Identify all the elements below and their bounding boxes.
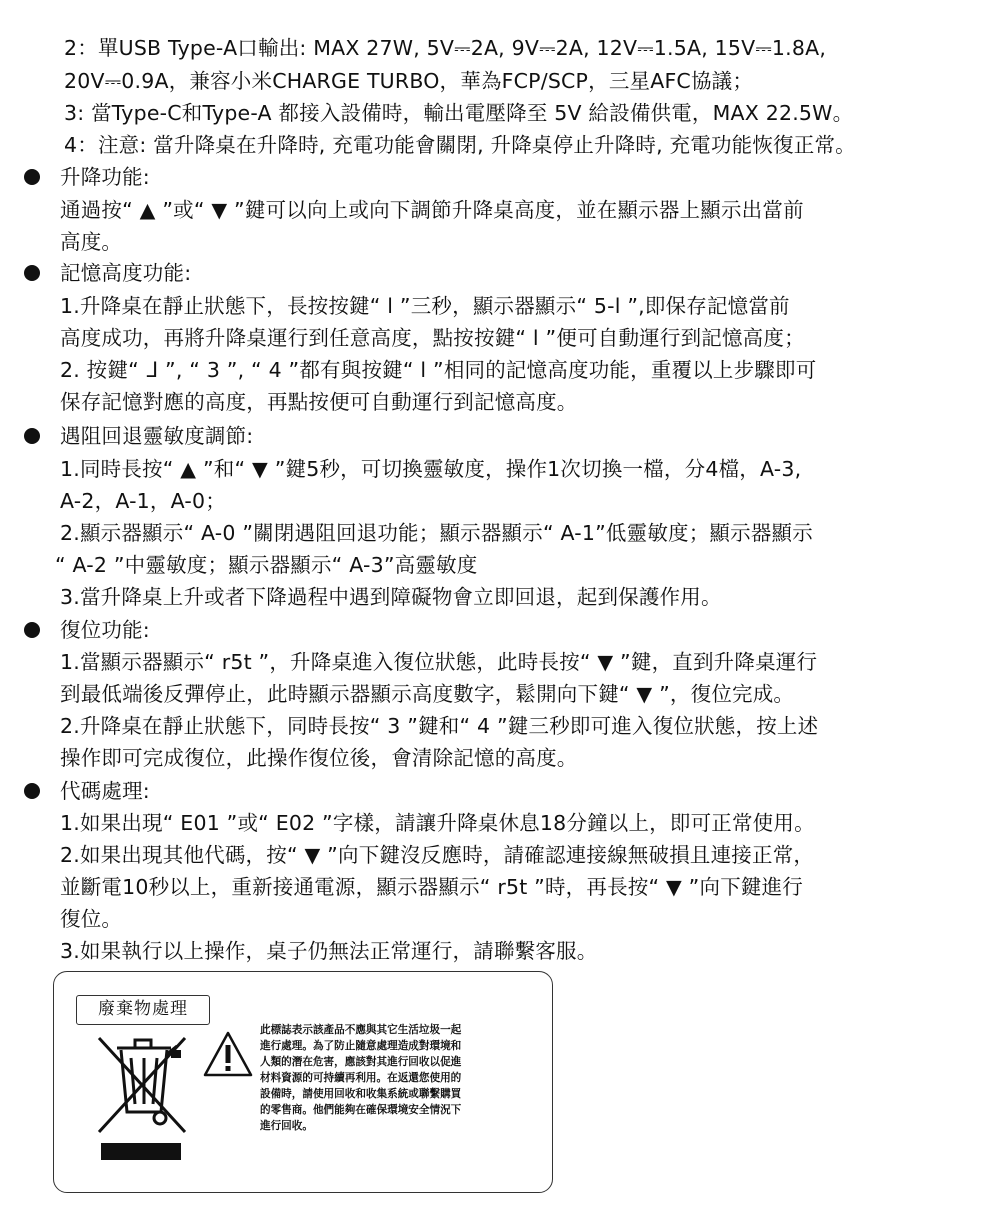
codes-text-4: 復位。 <box>60 907 123 931</box>
sensitivity-text-4: “ A-2 ”中靈敏度；顯示器顯示“ A-3”高靈敏度 <box>55 553 478 577</box>
disposal-text-line: 人類的潛在危害，應該對其進行回收以促進 <box>260 1056 462 1068</box>
memory-text-2: 高度成功，再將升降桌運行到任意高度，點按按鍵“ ⅼ ”便可自動運行到記憶高度； <box>60 326 805 350</box>
codes-text-2: 2.如果出現其他代碼，按“ ▼ ”向下鍵沒反應時，請確認連接線無破損且連接正常， <box>60 843 815 867</box>
sensitivity-text-2: A-2，A-1，A-0； <box>60 489 226 513</box>
sensitivity-text-1: 1.同時長按“ ▲ ”和“ ▼ ”鍵5秒，可切換靈敏度，操作1次切換一檔，分4檔，A-3, <box>60 457 802 481</box>
disposal-text-line: 材料資源的可持續再利用。在返還您使用的 <box>260 1072 462 1084</box>
codes-text-1: 1.如果出現“ E01 ”或“ E02 ”字樣，請讓升降桌休息18分鐘以上，即可正常使用。 <box>60 811 815 835</box>
section-heading-reset: 復位功能: <box>60 618 150 642</box>
disposal-text-line: 的零售商。他們能夠在確保環境安全情況下 <box>260 1104 462 1116</box>
disposal-text-line: 進行回收。 <box>260 1120 313 1132</box>
disposal-title: 廢棄物處理 <box>76 995 210 1025</box>
reset-text-4: 操作即可完成復位，此操作復位後，會清除記憶的高度。 <box>60 746 578 770</box>
lift-text: 通過按“ ▲ ”或“ ▼ ”鍵可以向上或向下調節升降桌高度，並在顯示器上顯示出當前 <box>60 198 804 222</box>
lift-text-cont: 高度。 <box>60 230 123 254</box>
memory-text-3: 2. 按鍵“ ᒧ ”, “ 3 ”, “ 4 ”都有與按鍵“ ⅼ ”相同的記憶高度功能，重覆以上步驟即可 <box>60 358 817 382</box>
codes-text-5: 3.如果執行以上操作，桌子仍無法正常運行，請聯繫客服。 <box>60 939 598 963</box>
usb-a-output-line: 2：單USB Type-A口輸出: MAX 27W, 5V⎓2A, 9V⎓2A, 12V⎓1.5A, 15V⎓1.8A, <box>64 36 827 60</box>
bullet-icon <box>24 169 40 185</box>
section-heading-lift: 升降功能: <box>60 165 150 189</box>
dual-port-line: 3: 當Type-C和Type-A 都接入設備時，輸出電壓降至 5V 給設備供電，MAX 22.5W。 <box>64 101 854 125</box>
bin-underline-bar <box>101 1143 181 1160</box>
crossed-out-wheelie-bin-icon <box>93 1032 189 1136</box>
sensitivity-text-3: 2.顯示器顯示“ A-0 ”關閉遇阻回退功能；顯示器顯示“ A-1”低靈敏度；顯示器顯示 <box>60 521 813 545</box>
memory-text-4: 保存記憶對應的高度，再點按便可自動運行到記憶高度。 <box>60 390 578 414</box>
section-heading-sensitivity: 遇阻回退靈敏度調節: <box>60 424 254 448</box>
section-heading-codes: 代碼處理: <box>60 779 150 803</box>
disposal-text-line: 進行處理。為了防止隨意處理造成對環境和 <box>260 1040 462 1052</box>
reset-text-2: 到最低端後反彈停止，此時顯示器顯示高度數字，鬆開向下鍵“ ▼ ”，復位完成。 <box>60 682 795 706</box>
bullet-icon <box>24 622 40 638</box>
reset-text-1: 1.當顯示器顯示“ r5t ”，升降桌進入復位狀態，此時長按“ ▼ ”鍵，直到升降桌運行 <box>60 650 818 674</box>
memory-text-1: 1.升降桌在靜止狀態下，長按按鍵“ ⅼ ”三秒，顯示器顯示“ 5-l ”,即保存記憶當前 <box>60 294 790 318</box>
usb-a-protocol-line: 20V⎓0.9A，兼容小米CHARGE TURBO，華為FCP/SCP，三星AFC協議； <box>64 69 754 93</box>
bullet-icon <box>24 428 40 444</box>
sensitivity-text-5: 3.當升降桌上升或者下降過程中遇到障礙物會立即回退，起到保護作用。 <box>60 585 722 609</box>
warning-triangle-icon <box>203 1030 253 1078</box>
reset-text-3: 2.升降桌在靜止狀態下，同時長按“ 3 ”鍵和“ 4 ”鍵三秒即可進入復位狀態，按上述 <box>60 714 819 738</box>
codes-text-3: 並斷電10秒以上，重新接通電源，顯示器顯示“ r5t ”時，再長按“ ▼ ”向下鍵進行 <box>60 875 804 899</box>
section-heading-memory: 記憶高度功能: <box>60 261 192 285</box>
bullet-icon <box>24 265 40 281</box>
bullet-icon <box>24 783 40 799</box>
disposal-text-line: 此標誌表示該產品不應與其它生活垃圾一起 <box>260 1024 462 1036</box>
charging-note-line: 4：注意: 當升降桌在升降時, 充電功能會關閉, 升降桌停止升降時, 充電功能恢復正常。 <box>64 133 856 157</box>
disposal-text-line: 設備時，請使用回收和收集系統或聯繫購買 <box>260 1088 462 1100</box>
